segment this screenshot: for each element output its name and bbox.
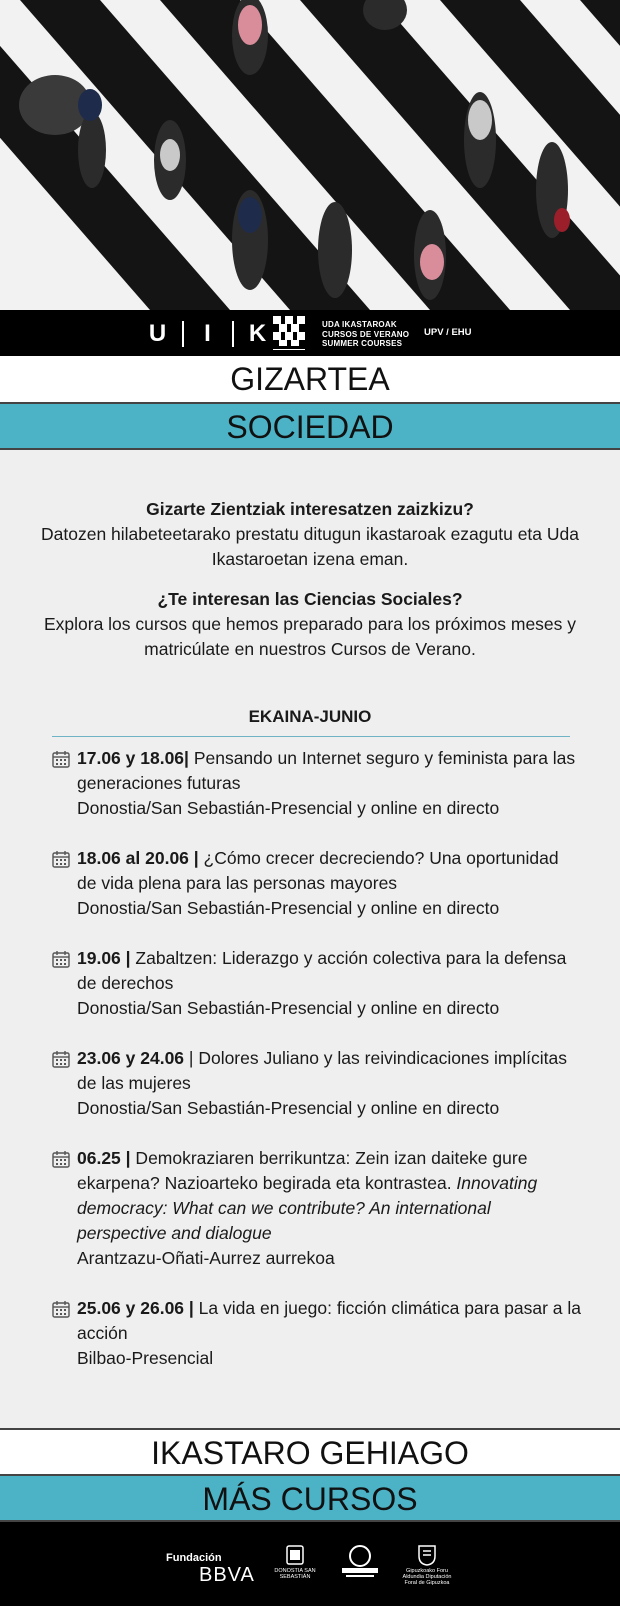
course-location: Donostia/San Sebastián-Presencial y online en directo: [77, 798, 500, 818]
basque-government-logo[interactable]: [338, 1544, 382, 1582]
calendar-icon: [52, 850, 70, 868]
course-location: Donostia/San Sebastián-Presencial y online en directo: [77, 998, 500, 1018]
course-location: Bilbao-Presencial: [77, 1348, 214, 1368]
gipuzkoa-shield-icon: [417, 1544, 437, 1566]
basque-government-emblem-icon: [340, 1544, 380, 1580]
brand-line-eu: UDA IKASTAROAK: [322, 320, 397, 329]
intro-eu-question: Gizarte Zientziak interesatzen zaizkizu?: [146, 499, 474, 519]
course-title: ¿Cómo crecer decreciendo? Una oportunidad de vida plena para las personas mayores: [77, 848, 559, 893]
course-date: 17.06 y 18.06|: [77, 748, 189, 768]
course-location: Donostia/San Sebastián-Presencial y online en directo: [77, 1098, 500, 1118]
donostia-crest-icon: [285, 1544, 305, 1566]
uik-logo: [134, 320, 282, 348]
brand-letter-u: U: [148, 320, 168, 347]
brand-bar: [0, 310, 620, 356]
donostia-logo[interactable]: [274, 1544, 316, 1580]
intro-es: [40, 587, 580, 662]
calendar-icon: [52, 1050, 70, 1068]
course-date: 06.25 |: [77, 1148, 131, 1168]
donostia-label: DONOSTIA SAN SEBASTIÁN: [274, 1568, 316, 1580]
brand-letter-i: I: [204, 320, 212, 347]
category-title-eu: GIZARTEA: [0, 356, 620, 402]
intro-es-text: Explora los cursos que hemos preparado para los próximos meses y matricúlate en nuestros Cursos de Verano.: [43, 614, 577, 659]
course-item[interactable]: [52, 746, 582, 821]
course-item[interactable]: [52, 1046, 582, 1121]
upv-ehu-emblem-icon: [270, 312, 308, 354]
calendar-icon: [52, 750, 70, 768]
more-courses-button-eu[interactable]: IKASTARO GEHIAGO: [0, 1428, 620, 1474]
course-item[interactable]: [52, 846, 582, 921]
course-location: Arantzazu-Oñati-Aurrez aurrekoa: [77, 1248, 335, 1268]
course-title-en: Innovating democracy: What can we contribute? An international perspective and dialogue: [77, 1173, 538, 1243]
calendar-icon: [52, 1150, 70, 1168]
course-date: 25.06 y 26.06 |: [77, 1298, 194, 1318]
course-date: 23.06 y 24.06: [77, 1048, 185, 1068]
more-courses-button-es[interactable]: MÁS CURSOS: [0, 1474, 620, 1522]
course-location: Donostia/San Sebastián-Presencial y online en directo: [77, 898, 500, 918]
course-title: | Dolores Juliano y las reivindicaciones implícitas de las mujeres: [77, 1048, 567, 1093]
calendar-icon: [52, 1300, 70, 1318]
category-title-es: SOCIEDAD: [0, 402, 620, 450]
sponsor-footer: [0, 1522, 620, 1606]
gipuzkoa-label: Gipuzkoako Foru Aldundia Diputación Foral de Gipuzkoa: [402, 1568, 452, 1586]
gipuzkoa-logo[interactable]: [398, 1544, 456, 1586]
course-item[interactable]: [52, 1146, 582, 1271]
course-title: Zabaltzen: Liderazgo y acción colectiva para la defensa de derechos: [77, 948, 567, 993]
brand-tagline: [322, 320, 409, 349]
brand-line-en: SUMMER COURSES: [322, 339, 403, 348]
course-date: 18.06 al 20.06 |: [77, 848, 199, 868]
intro-es-question: ¿Te interesan las Ciencias Sociales?: [157, 589, 463, 609]
bbva-logo[interactable]: BBVA: [199, 1564, 255, 1586]
university-label: UPV / EHU: [424, 327, 472, 338]
brand-line-es: CURSOS DE VERANO: [322, 329, 410, 339]
hero-image: [0, 0, 620, 310]
course-item[interactable]: [52, 1296, 582, 1371]
course-title: La vida en juego: ficción climática para pasar a la acción: [77, 1298, 581, 1343]
fundacion-label: Fundación: [166, 1552, 222, 1564]
course-item[interactable]: [52, 946, 582, 1021]
intro-eu: [40, 497, 580, 572]
month-heading: EKAINA-JUNIO: [248, 707, 372, 726]
intro-eu-text: Datozen hilabeteetarako prestatu ditugun ikastaroak ezagutu eta Uda Ikastaroetan izena eman.: [41, 524, 579, 569]
course-title: Demokraziaren berrikuntza: Zein izan daiteke gure ekarpena? Nazioarteko begirada eta kontrastea.: [77, 1148, 528, 1193]
course-title: Pensando un Internet seguro y feminista para las generaciones futuras: [77, 748, 576, 793]
calendar-icon: [52, 950, 70, 968]
month-divider: [52, 736, 570, 737]
brand-letter-k: K: [248, 320, 268, 347]
course-date: 19.06 |: [77, 948, 131, 968]
